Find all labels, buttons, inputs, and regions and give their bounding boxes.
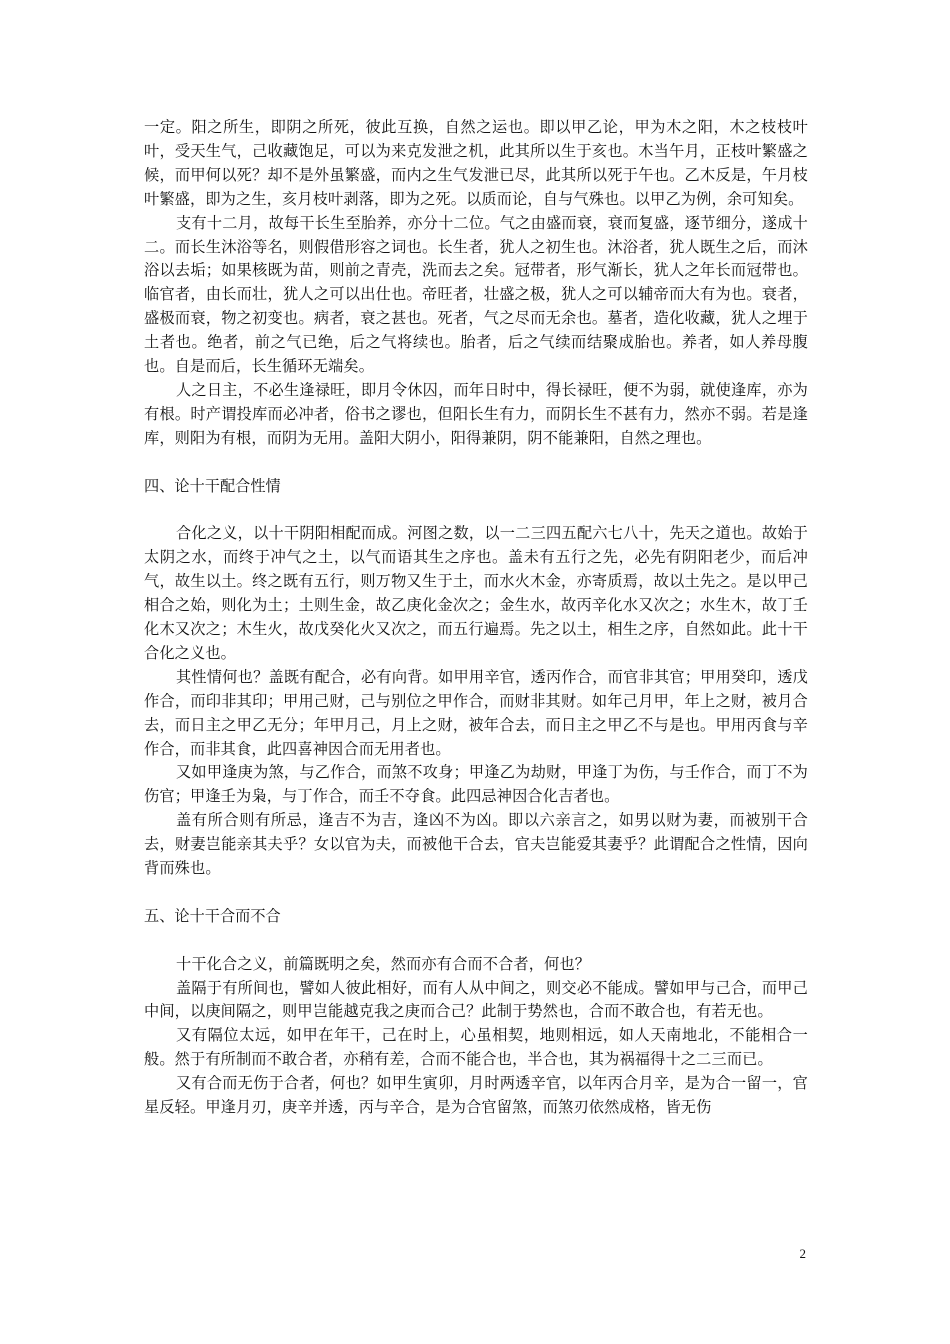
paragraph: 又有隔位太远，如甲在年干，己在时上，心虽相契，地则相远，如人天南地北，不能相合一般。然于有所制而不敢合者，亦稍有差，合而不能合也，半合也，其为祸福得十之二三而已。: [144, 1026, 808, 1069]
paragraph: 又如甲逢庚为煞，与乙作合，而煞不攻身；甲逢乙为劫财，甲逢丁为伤，与壬作合，而丁不为伤官；甲逢壬为枭，与丁作合，而壬不夺食。此四忌神因合化吉者也。: [144, 763, 808, 806]
paragraph: 盖有所合则有所忌，逢吉不为吉，逢凶不为凶。即以六亲言之，如男以财为妻，而被别干合去，财妻岂能亲其夫乎？女以官为夫，而被他干合去，官夫岂能爱其妻乎？此谓配合之性情，因向背而殊也。: [144, 811, 808, 878]
paragraph: 合化之义，以十干阴阳相配而成。河图之数，以一二三四五配六七八十，先天之道也。故始于太阴之水，而终于冲气之土，以气而语其生之序也。盖未有五行之先，必先有阴阳老少，而后冲气，故生以土。终之既有五行，则万物又生于土，而水火木金，亦寄质焉，故以土先之。是以甲己相合之始，则化为土；土则生金，故乙庚化金次之；金生水，故丙辛化水又次之；水生木，故丁壬化木又次之；木生火，故戊癸化火又次之，而五行遍焉。先之以土，相生之序，自然如此。此十干合化之义也。: [144, 524, 808, 662]
paragraph: 十干化合之义，前篇既明之矣，然而亦有合而不合者，何也？: [176, 954, 591, 973]
paragraph: 支有十二月，故每干长生至胎养，亦分十二位。气之由盛而衰，衰而复盛，逐节细分，遂成十二。而长生沐浴等名，则假借形容之词也。长生者，犹人之初生也。沐浴者，犹人既生之后，而沐浴以去垢；如果核既为苗，则前之青壳，洗而去之矣。冠带者，形气渐长，犹人之年长而冠带也。临官者，由长而壮，犹人之可以出仕也。帝旺者，壮盛之极，犹人之可以辅帝而大有为也。衰者，盛极而衰，物之初变也。病者，衰之甚也。死者，气之尽而无余也。墓者，造化收藏，犹人之埋于土者也。绝者，前之气已绝，后之气将续也。胎者，后之气续而结聚成胎也。养者，如人养母腹也。自是而后，长生循环无端矣。: [144, 213, 808, 376]
section-heading-5: 五、论十干合而不合: [144, 906, 281, 925]
page-number: 2: [799, 1246, 806, 1261]
page-body: [144, 116, 808, 1120]
paragraph: 又有合而无伤于合者，何也？如甲生寅卯，月时两透辛官，以年丙合月辛，是为合一留一，官星反轻。甲逢月刃，庚辛并透，丙与辛合，是为合官留煞，而煞刃依然成格，皆无伤: [144, 1074, 808, 1117]
paragraph: 其性情何也？盖既有配合，必有向背。如甲用辛官，透丙作合，而官非其官；甲用癸印，透戊作合，而印非其印；甲用己财，己与别位之甲作合，而财非其财。如年己月甲，年上之财，被月合去，而日主之甲乙无分；年甲月己，月上之财，被年合去，而日主之甲乙不与是也。甲用丙食与辛作合，而非其食，此四喜神因合而无用者也。: [144, 667, 808, 758]
paragraph: 人之日主，不必生逢禄旺，即月令休囚，而年日时中，得长禄旺，便不为弱，就使逢库，亦为有根。时产谓投库而必冲者，俗书之谬也，但阳长生有力，而阴长生不甚有力，然亦不弱。若是逢库，则阳为有根，而阴为无用。盖阳大阴小，阳得兼阴，阴不能兼阳，自然之理也。: [144, 380, 808, 447]
paragraph: 一定。阳之所生，即阴之所死，彼此互换，自然之运也。即以甲乙论，甲为木之阳，木之枝枝叶叶，受天生气，己收藏饱足，可以为来克发泄之机，此其所以生于亥也。木当午月，正枝叶繁盛之候，而甲何以死？却不是外虽繁盛，而内之生气发泄已尽，此其所以死于午也。乙木反是，午月枝叶繁盛，即为之生，亥月枝叶剥落，即为之死。以质而论，自与气殊也。以甲乙为例，余可知矣。: [144, 118, 808, 208]
section-heading-4: 四、论十干配合性情: [144, 476, 281, 495]
paragraph: 盖隔于有所间也，譬如人彼此相好，而有人从中间之，则交必不能成。譬如甲与己合，而甲己中间，以庚间隔之，则甲岂能越克我之庚而合己？此制于势然也，合而不敢合也，有若无也。: [144, 978, 808, 1021]
